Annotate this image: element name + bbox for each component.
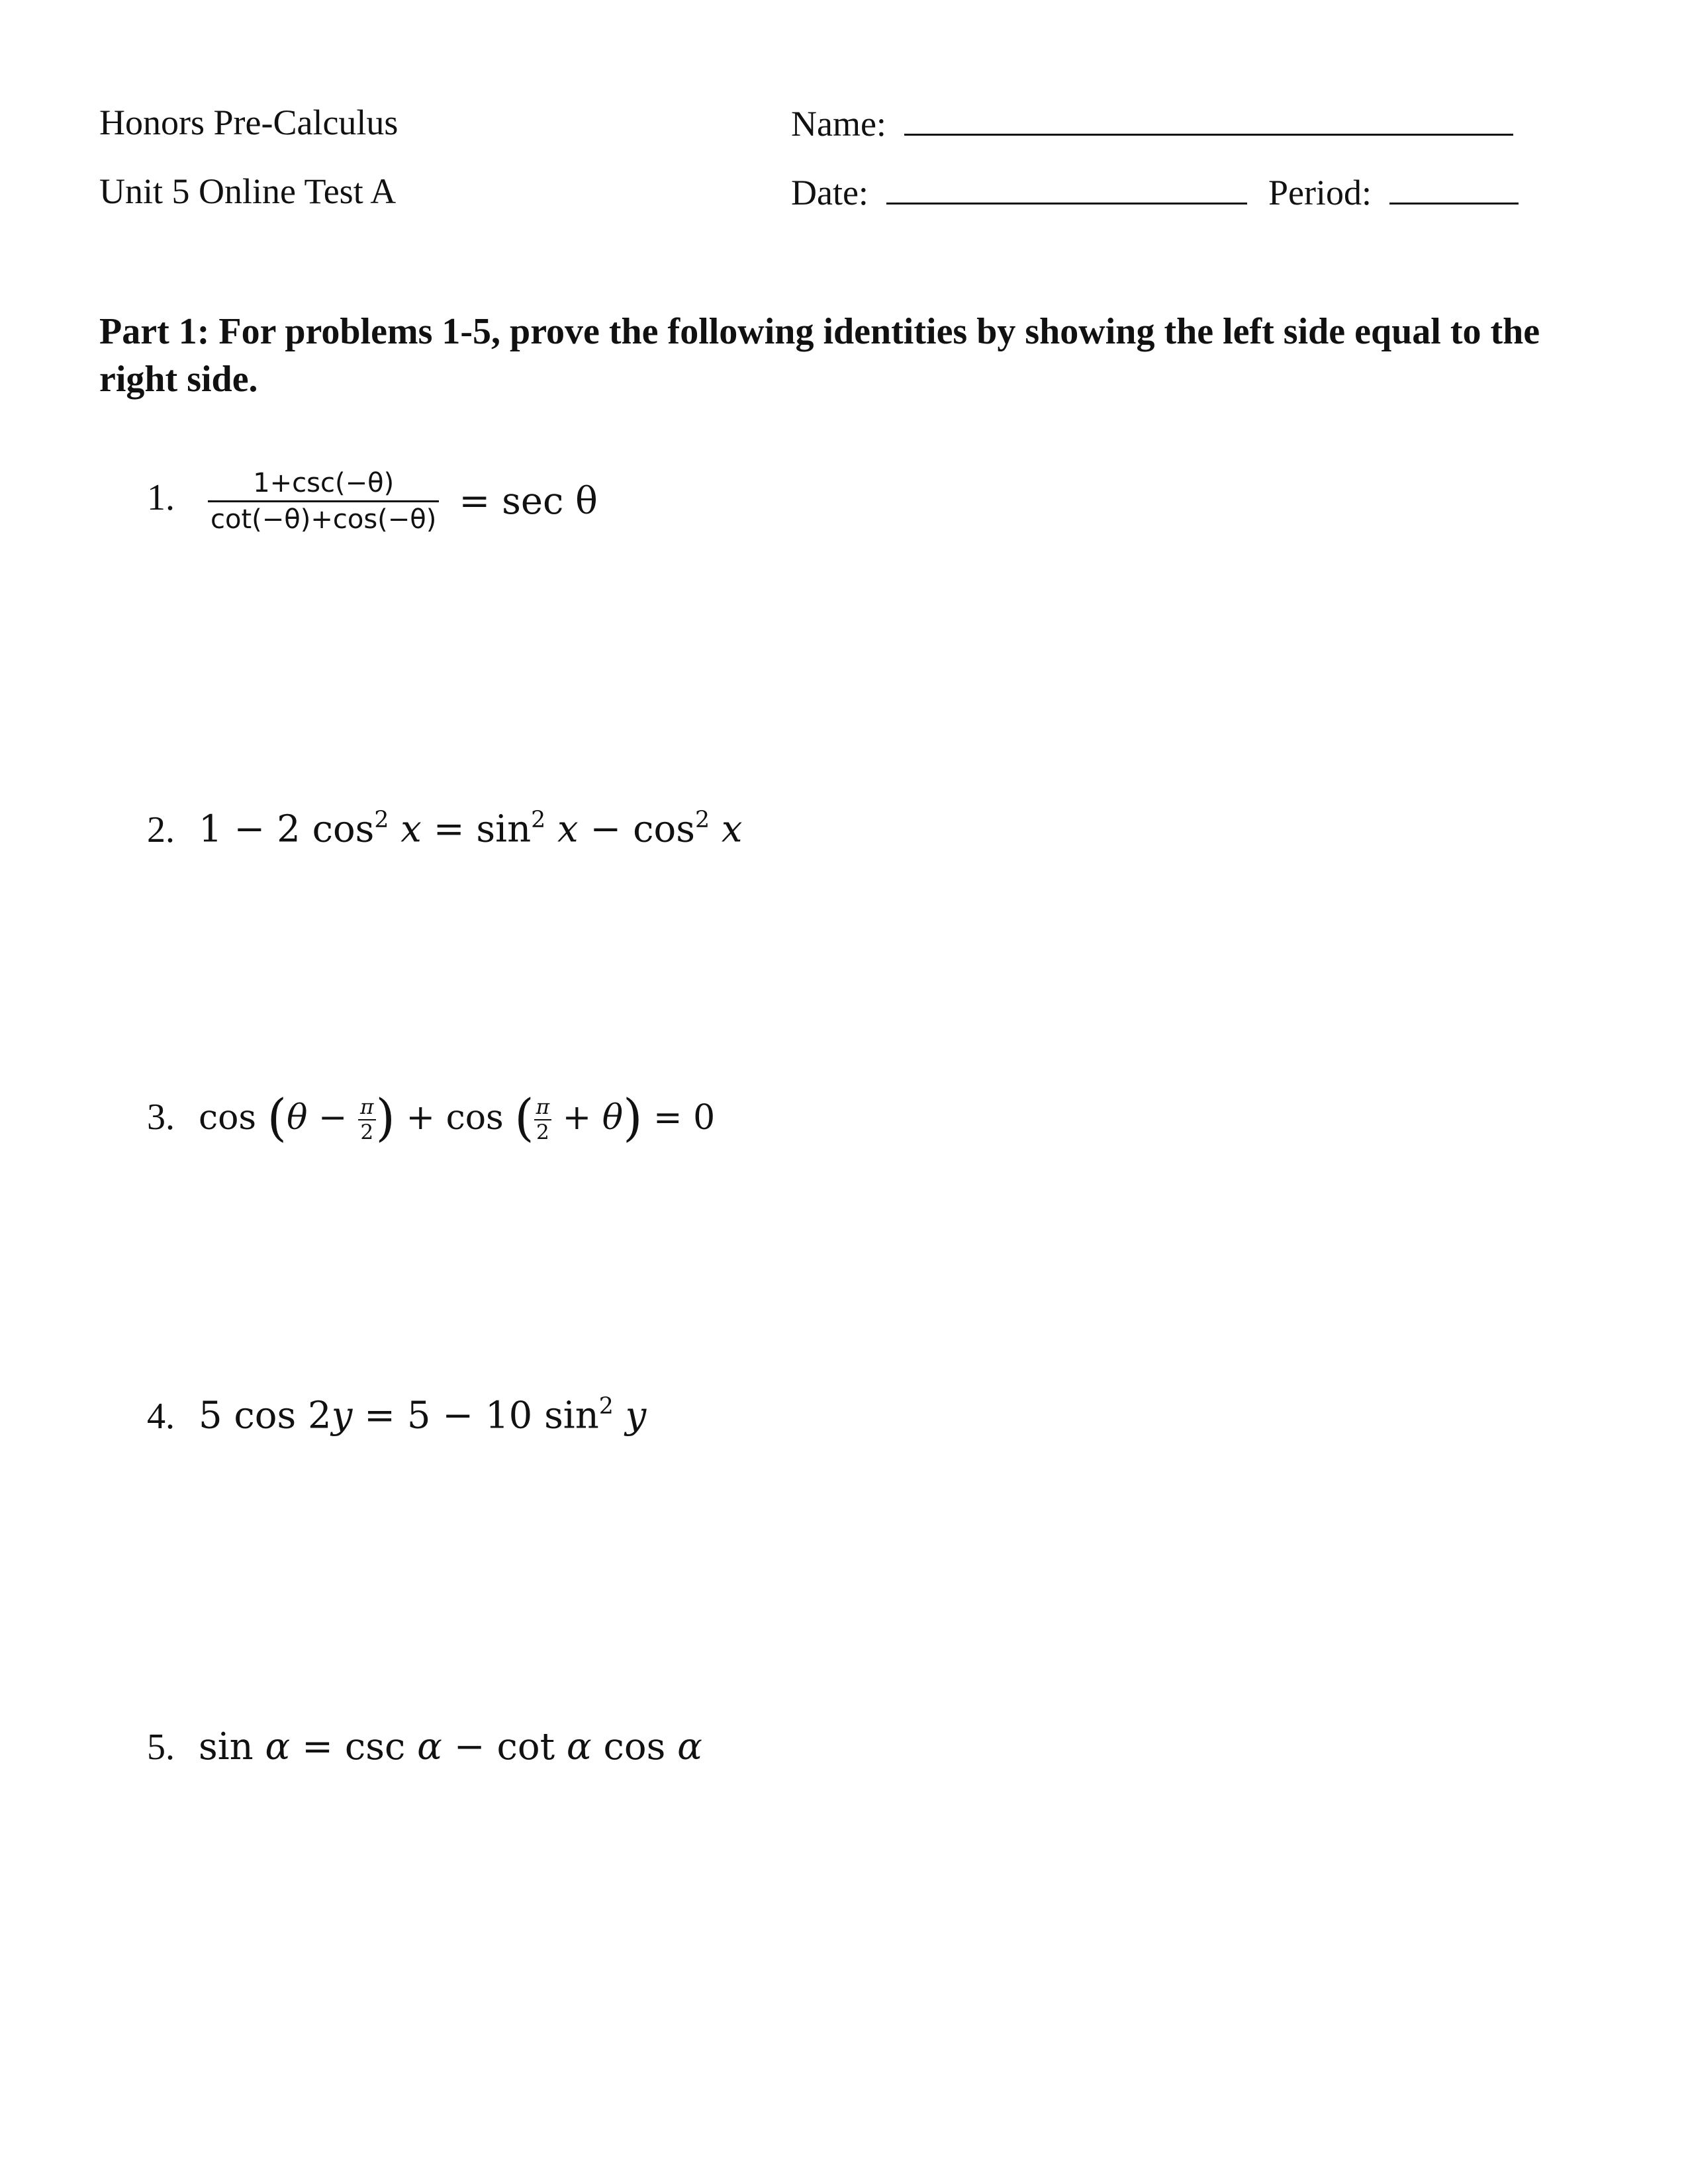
expr-part: = csc (290, 1725, 418, 1768)
expr-part: 1 − 2 cos (199, 807, 375, 851)
exponent: 2 (531, 807, 546, 833)
variable: x (710, 807, 743, 851)
variable: α (265, 1725, 291, 1768)
problem-number: 4. (147, 1395, 175, 1437)
numerator: π (534, 1097, 552, 1121)
name-label: Name: (791, 104, 886, 144)
denominator: 2 (536, 1120, 549, 1145)
expr-part: − cot (442, 1725, 567, 1768)
numerator: 1+csc(−θ) (208, 470, 439, 502)
period-label: Period: (1268, 173, 1372, 212)
exponent: 2 (598, 1393, 614, 1420)
expr-part: = 0 (653, 1097, 716, 1138)
expr-part: + cos (406, 1097, 504, 1138)
exponent: 2 (374, 807, 389, 833)
denominator: cot(−θ)+cos(−θ) (211, 504, 437, 535)
expr-part: sin (199, 1725, 265, 1768)
expr-part: = sin (421, 807, 532, 851)
left-paren: ( (267, 1089, 287, 1147)
name-blank[interactable] (904, 105, 1513, 136)
course-title: Honors Pre-Calculus (99, 103, 399, 142)
variable: y (613, 1394, 647, 1437)
variable: α (417, 1725, 442, 1768)
expr-part: + θ (562, 1097, 624, 1138)
fraction (208, 470, 439, 533)
problem-3 (147, 1089, 716, 1147)
date-blank[interactable] (886, 173, 1247, 205)
date-label: Date: (791, 173, 868, 212)
variable: y (331, 1394, 353, 1437)
instructions: Part 1: For problems 1-5, prove the following identities by showing the left side equal to the right side. (99, 311, 1540, 400)
denominator: 2 (360, 1120, 374, 1145)
period-blank[interactable] (1389, 173, 1519, 205)
expr-part: cos (591, 1725, 678, 1768)
expr-part: cos (199, 1097, 257, 1138)
variable: α (677, 1725, 702, 1768)
left-paren: ( (514, 1089, 534, 1147)
exponent: 2 (694, 807, 710, 833)
right-paren: ) (375, 1089, 395, 1147)
test-title: Unit 5 Online Test A (99, 171, 397, 211)
variable: x (545, 807, 579, 851)
variable: α (566, 1725, 592, 1768)
expr-part: 5 cos 2 (199, 1394, 332, 1437)
problem-number: 2. (147, 809, 175, 850)
problem-number: 1. (147, 477, 175, 519)
numerator: π (358, 1097, 376, 1121)
problem-1 (147, 470, 598, 533)
expr-part: − cos (578, 807, 695, 851)
problem-number: 5. (147, 1727, 175, 1768)
name-field[interactable] (791, 105, 1513, 142)
pi-over-2 (534, 1097, 552, 1144)
problem-5 (147, 1725, 702, 1768)
expr-part: θ − (287, 1097, 348, 1138)
problem-2 (147, 807, 743, 851)
date-period-field[interactable] (791, 173, 1519, 210)
problem-number: 3. (147, 1096, 175, 1138)
expr-part: = 5 − 10 sin (352, 1394, 599, 1437)
variable: x (389, 807, 422, 851)
right-paren: ) (623, 1089, 643, 1147)
rhs: = sec θ (459, 479, 598, 523)
pi-over-2 (358, 1097, 376, 1144)
problem-4 (147, 1395, 646, 1435)
